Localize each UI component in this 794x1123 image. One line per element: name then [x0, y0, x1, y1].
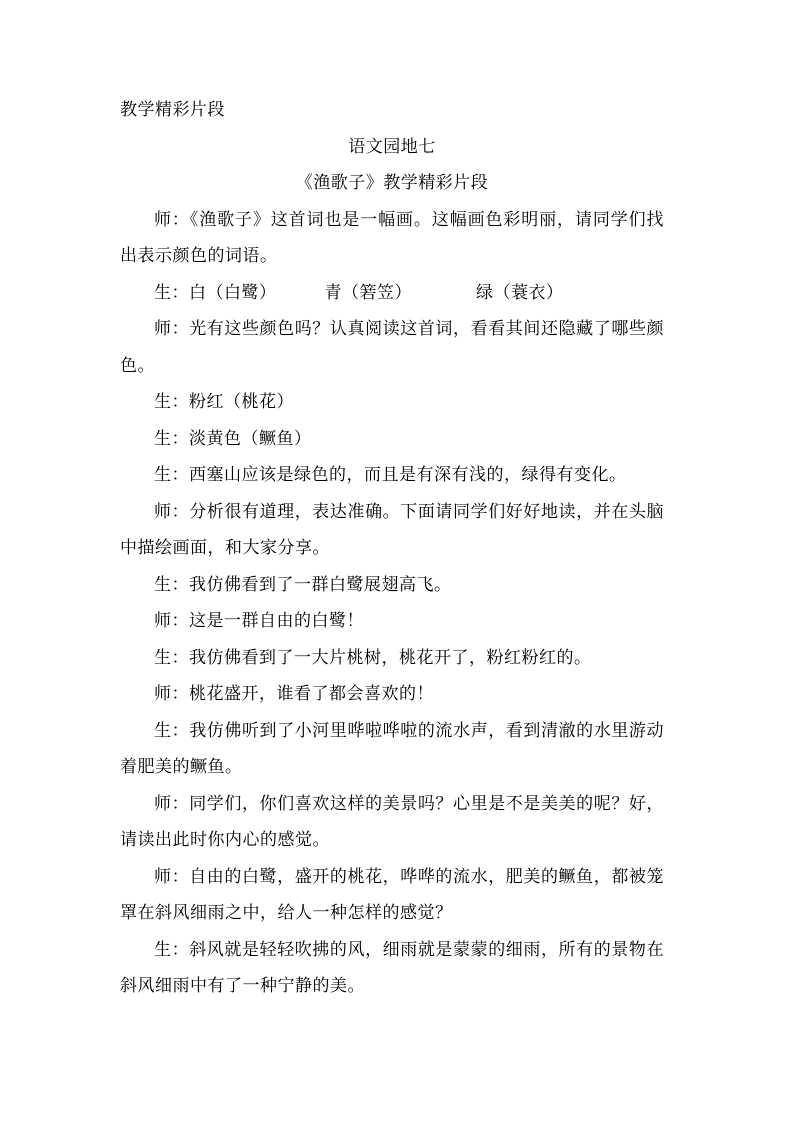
dialogue-text: 我仿佛看到了一大片桃树，桃花开了，粉红粉红的。 [189, 647, 592, 668]
dialogue-line [120, 421, 664, 458]
dialogue-text: 斜风就是轻轻吹拂的风，细雨就是蒙蒙的细雨，所有的景物在斜风细雨中有了一种宁静的美。 [120, 939, 665, 996]
document-body [120, 92, 664, 1005]
speaker-label: 生： [154, 282, 189, 303]
speaker-label: 师： [154, 501, 190, 522]
dialogue-line [120, 384, 664, 421]
dialogue-line [120, 311, 664, 384]
dialogue-text: 同学们，你们喜欢这样的美景吗？心里是不是美美的呢？好，请读出此时你内心的感觉。 [120, 793, 665, 850]
dialogue-line [120, 640, 664, 677]
speaker-label: 生： [154, 392, 189, 412]
speaker-label: 生： [154, 939, 190, 960]
speaker-label: 师： [154, 793, 190, 814]
speaker-label: 师： [154, 319, 190, 339]
speaker-label: 生： [154, 647, 189, 668]
dialogue-line [120, 713, 664, 786]
dialogue-line [120, 859, 664, 932]
dialogue-text: 西塞山应该是绿色的，而且是有深有浅的，绿得有变化。 [189, 465, 627, 485]
dialogue-line [120, 676, 664, 713]
dialogue-text: 自由的白鹭，盛开的桃花，哗哗的流水，肥美的鳜鱼，都被笼罩在斜风细雨之中，给人一种怎样的感觉？ [120, 866, 665, 923]
speaker-label: 师： [154, 866, 190, 887]
dialogue-line-answers [120, 275, 664, 312]
dialogue-text: 我仿佛看到了一群白鹭展翅高飞。 [189, 574, 452, 595]
dialogue-line [120, 202, 664, 275]
speaker-label: 生： [154, 428, 189, 449]
dialogue-text: 《渔歌子》这首词也是一幅画。这幅画色彩明丽，请同学们找出表示颜色的词语。 [120, 209, 665, 266]
dialogue-line [120, 567, 664, 604]
speaker-label: 生： [154, 574, 189, 595]
color-answer-1: 白（白鹭） [189, 282, 277, 303]
dialogue-text: 我仿佛听到了小河里哗啦哗啦的流水声，看到清澈的水里游动着肥美的鳜鱼。 [120, 720, 665, 777]
section-label: 教学精彩片段 [120, 100, 225, 120]
dialogue-text: 这是一群自由的白鹭！ [189, 611, 364, 631]
dialogue-text: 桃花盛开，谁看了都会喜欢的！ [189, 684, 434, 704]
speaker-label: 生： [154, 465, 189, 485]
lesson-subtitle: 《渔歌子》教学精彩片段 [295, 173, 489, 193]
dialogue-line [120, 603, 664, 640]
dialogue-text: 分析很有道理，表达准确。下面请同学们好好地读，并在头脑中描绘画面，和大家分享。 [120, 501, 665, 558]
dialogue-text: 粉红（桃花） [189, 392, 294, 412]
dialogue-line [120, 494, 664, 567]
color-answer-3: 绿（蓑衣） [476, 282, 564, 303]
speaker-label: 生： [154, 720, 190, 741]
dialogue-line [120, 786, 664, 859]
dialogue-text: 淡黄色（鳜鱼） [189, 428, 312, 449]
dialogue-text: 光有这些颜色吗？认真阅读这首词，看看其间还隐藏了哪些颜色。 [120, 319, 665, 376]
color-answer-2: 青（箬笠） [324, 282, 412, 303]
speaker-label: 师： [154, 611, 189, 631]
speaker-label: 师： [154, 209, 190, 230]
dialogue-line [120, 932, 664, 1005]
lesson-title: 语文园地七 [348, 136, 436, 157]
dialogue-line [120, 457, 664, 494]
speaker-label: 师： [154, 684, 189, 704]
